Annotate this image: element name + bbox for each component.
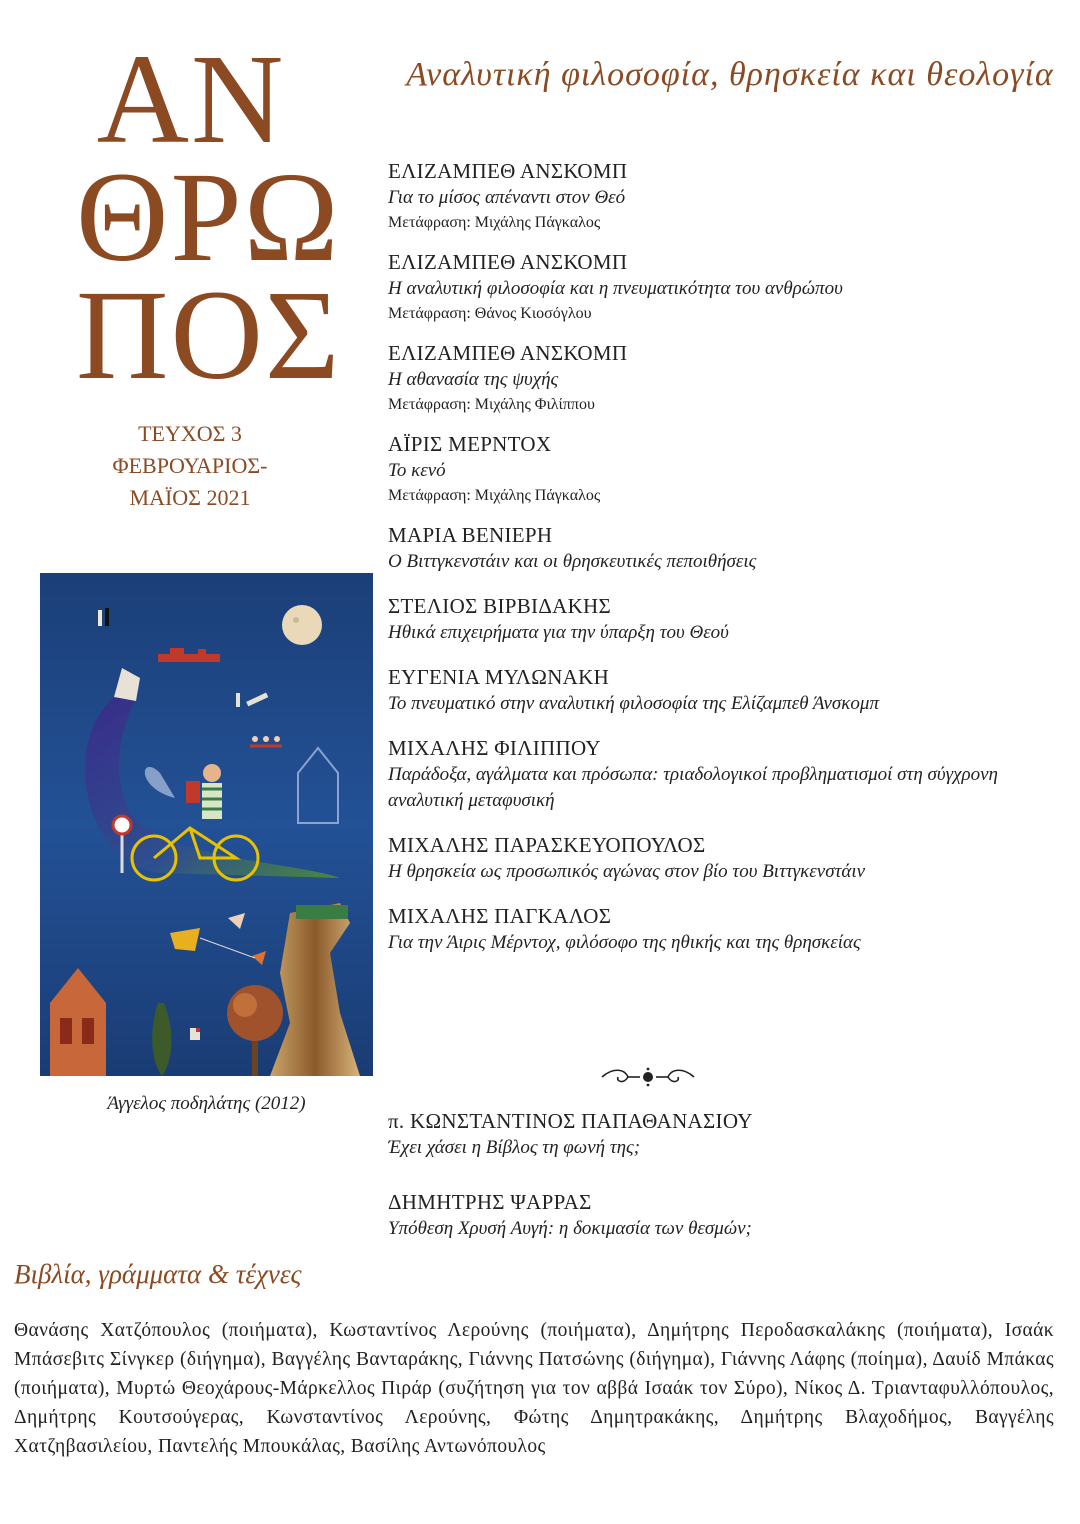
toc-entry [388, 593, 1068, 646]
extra-entry [388, 1189, 1068, 1242]
cover-painting [40, 573, 373, 1076]
masthead-line-1: ΑΝ [96, 28, 286, 170]
masthead-line-3: ΠΟΣ [76, 264, 342, 406]
toc-author: ΜΑΡΙΑ ΒΕΝΙΕΡΗ [388, 523, 553, 547]
books-section-text: Θανάσης Χατζόπουλος (ποιήματα), Κωσταντίνος Λερούνης (ποιήματα), Δημήτρης Περοδασκαλάκης (ποιήματα), Ισαάκ Μπάσεβιτς Σίνγκερ (διήγημα), Βαγγέλης Βανταράκης, Γιάννης Πατσώνης (διήγημα), Γιάννης Λάφης (ποίημα), Δαυίδ Μπάκας (ποιήματα), Μυρτώ Θεοχάρους-Μάρκελλος Πιράρ (συζήτηση για τον αββά Ισαάκ τον Σύρο), Νίκος Δ. Τριανταφυλλόπουλος, Δημήτρης Κουτσούγερας, Κωνσταντίνος Λερούνης, Φώτης Δημητρακάκης, Δημήτρης Βλαχοδήμος, Βαγγέλης Χατζηβασιλείου, Παντελής Μπουκάλας, Βασίλης Αντωνόπουλος [14, 1320, 1054, 1457]
books-section-title: Βιβλία, γράμματα & τέχνες [14, 1259, 302, 1289]
toc-entry [388, 664, 1068, 717]
extra-title: Έχει χάσει η Βίβλος τη φωνή της; [388, 1137, 641, 1158]
toc-title: Η αθανασία της ψυχής [388, 369, 559, 390]
toc-entry [388, 832, 1068, 885]
extra-articles [388, 1108, 1068, 1242]
toc-translator: Μετάφραση: Θάνος Κιοσόγλου [388, 305, 592, 322]
toc-entry [388, 735, 1068, 814]
toc-entry [388, 903, 1068, 956]
toc-title: Για το μίσος απέναντι στον Θεό [388, 187, 626, 208]
toc-author: ΕΛΙΖΑΜΠΕΘ ΑΝΣΚΟΜΠ [388, 341, 628, 365]
issue-period-line-2: ΜΑΪΟΣ 2021 [129, 485, 251, 510]
issue-period-line-1: ΦΕΒΡΟΥΑΡΙΟΣ- [112, 453, 268, 478]
toc-translator: Μετάφραση: Μιχάλης Πάγκαλος [388, 214, 601, 231]
section-title: Αναλυτική φιλοσοφία, θρησκεία και θεολογία [406, 56, 1054, 93]
extra-author: ΔΗΜΗΤΡΗΣ ΨΑΡΡΑΣ [388, 1190, 592, 1214]
toc-entry [388, 158, 1068, 235]
toc-author: ΑΪΡΙΣ ΜΕΡΝΤΟΧ [388, 432, 552, 456]
masthead-line-2: ΘΡΩ [76, 146, 341, 288]
table-of-contents [388, 158, 1068, 956]
toc-title: Παράδοξα, αγάλματα και πρόσωπα: τριαδολογικοί προβληματισμοί στη σύγχρονη αναλυτική μεταφυσική [388, 764, 998, 811]
issue-info [60, 418, 320, 514]
toc-title: Το κενό [388, 460, 446, 481]
ornament-divider-icon [598, 1066, 698, 1088]
toc-entry [388, 522, 1068, 575]
toc-author: ΜΙΧΑΛΗΣ ΠΑΓΚΑΛΟΣ [388, 904, 612, 928]
extra-title: Υπόθεση Χρυσή Αυγή: η δοκιμασία των θεσμών; [388, 1218, 752, 1239]
toc-title: Για την Άιρις Μέρντοχ, φιλόσοφο της ηθικής και της θρησκείας [388, 932, 861, 953]
toc-title: Το πνευματικό στην αναλυτική φιλοσοφία της Ελίζαμπεθ Άνσκομπ [388, 693, 879, 714]
toc-title: Ο Βιττγκενστάιν και οι θρησκευτικές πεποιθήσεις [388, 551, 757, 572]
toc-entry [388, 340, 1068, 417]
toc-author: ΕΛΙΖΑΜΠΕΘ ΑΝΣΚΟΜΠ [388, 250, 628, 274]
toc-title: Η αναλυτική φιλοσοφία και η πνευματικότητα του ανθρώπου [388, 278, 843, 299]
toc-author: ΜΙΧΑΛΗΣ ΦΙΛΙΠΠΟΥ [388, 736, 601, 760]
toc-author: ΕΛΙΖΑΜΠΕΘ ΑΝΣΚΟΜΠ [388, 159, 628, 183]
issue-number: ΤΕΥΧΟΣ 3 [138, 421, 242, 446]
extra-author: π. ΚΩΝΣΤΑΝΤΙΝΟΣ ΠΑΠΑΘΑΝΑΣΙΟΥ [388, 1109, 753, 1133]
masthead [76, 28, 342, 406]
toc-entry [388, 249, 1068, 326]
toc-entry [388, 431, 1068, 508]
extra-entry [388, 1108, 1068, 1161]
toc-title: Η θρησκεία ως προσωπικός αγώνας στον βίο του Βιττγκενστάιν [388, 861, 866, 882]
toc-translator: Μετάφραση: Μιχάλης Φιλίππου [388, 396, 595, 413]
painting-caption: Άγγελος ποδηλάτης (2012) [107, 1093, 306, 1114]
toc-author: ΕΥΓΕΝΙΑ ΜΥΛΩΝΑΚΗ [388, 665, 610, 689]
toc-author: ΣΤΕΛΙΟΣ ΒΙΡΒΙΔΑΚΗΣ [388, 594, 612, 618]
toc-author: ΜΙΧΑΛΗΣ ΠΑΡΑΣΚΕΥΟΠΟΥΛΟΣ [388, 833, 706, 857]
toc-title: Ηθικά επιχειρήματα για την ύπαρξη του Θεού [388, 622, 729, 643]
toc-translator: Μετάφραση: Μιχάλης Πάγκαλος [388, 487, 601, 504]
